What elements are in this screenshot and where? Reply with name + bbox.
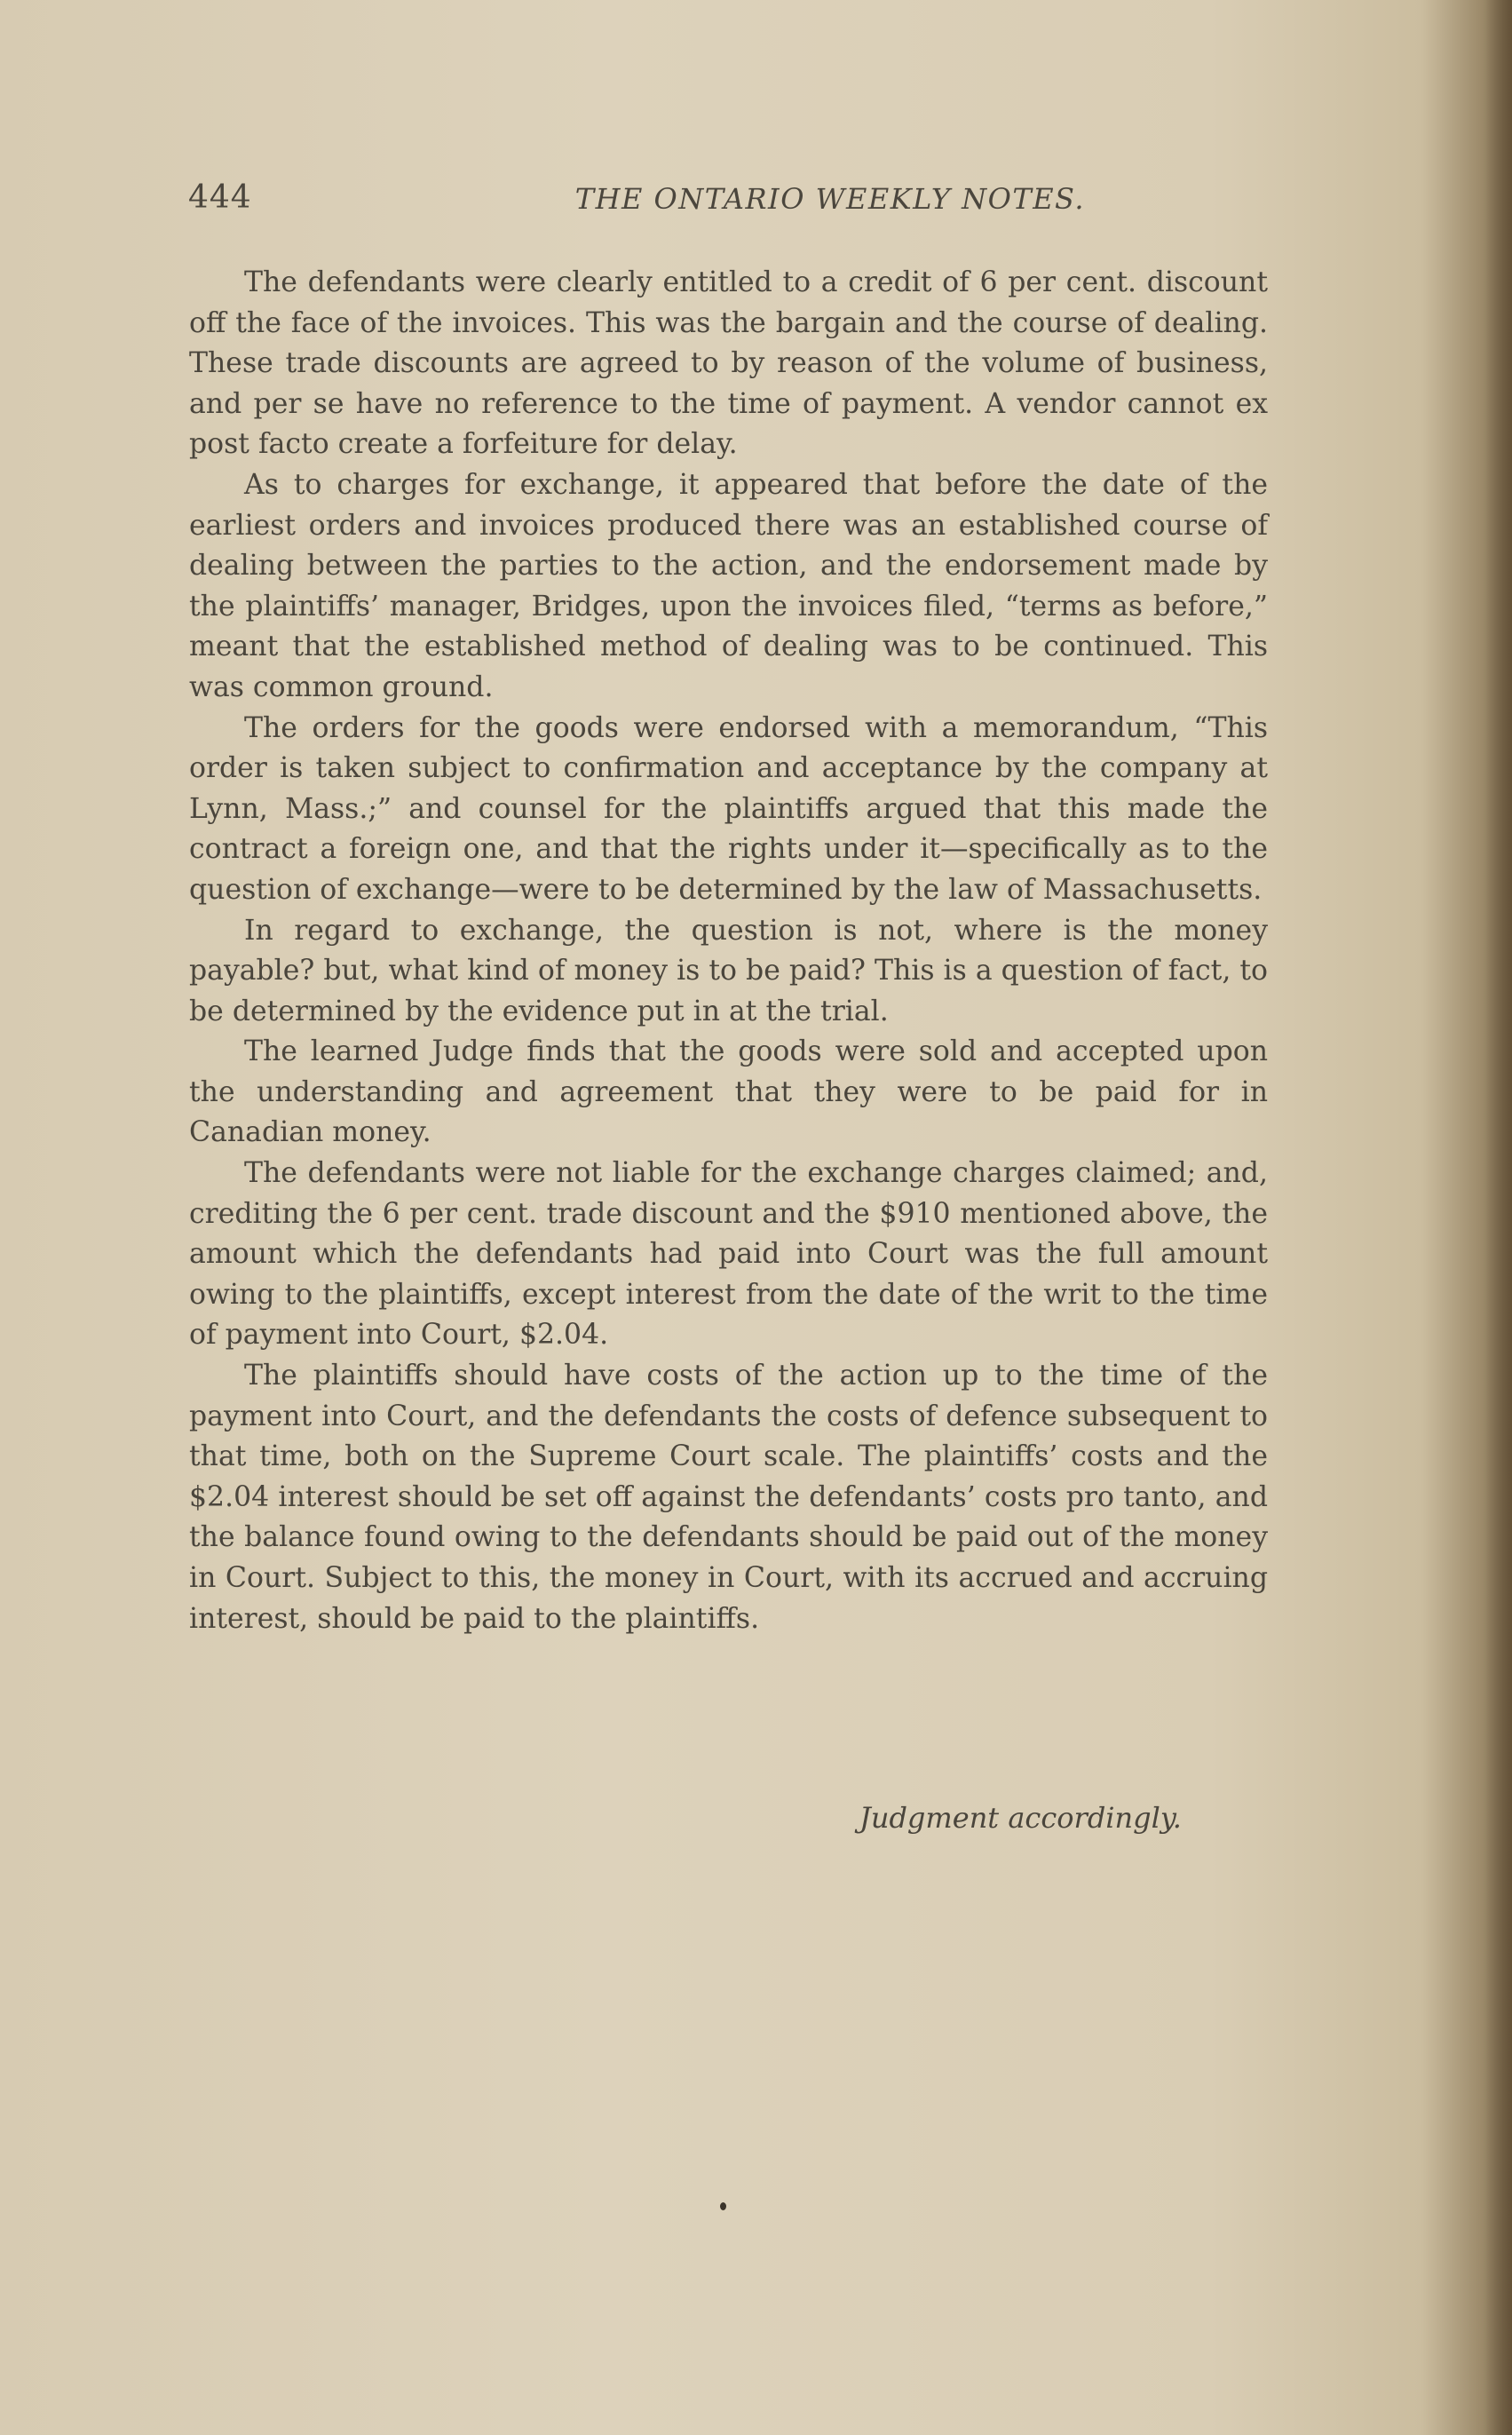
body-text xyxy=(189,263,1268,1639)
paragraph-exchange-charges: As to charges for exchange, it appeared that before the date of the earliest orders and invoices produced there was an established course of dealing between the parties to the action, and the endorsement made by the plaintiffs’ manager, Bridges, upon the invoices filed, “terms as before,” meant that the established method of dealing was to be continued. This was common ground. xyxy=(189,468,1268,703)
paragraph-orders-endorsed: The orders for the goods were endorsed with a memorandum, “This order is taken subject to confirmation and acceptance by the company at Lynn, Mass.;” and counsel for the plaintiffs argued that this made the contract a foreign one, and that the rights under it—specifically as to the question of exchange—were to be determined by the law of Massachusetts. xyxy=(189,711,1268,906)
paragraph-discount: The defendants were clearly entitled to a credit of 6 per cent. discount off the face of the invoices. This was the bargain and the course of dealing. These trade discounts are agreed to by reason of the volume of business, and per se have no reference to the time of payment. A vendor cannot ex post facto create a forfeiture for delay. xyxy=(189,266,1268,461)
paragraph-exchange-question: In regard to exchange, the question is not, where is the money payable? but, what kind of money is to be paid? This is a question of fact, to be determined by the evidence put in at the trial. xyxy=(189,914,1268,1027)
paragraph-costs: The plaintiffs should have costs of the action up to the time of the payment into Court, and the defendants the costs of defence subsequent to that time, both on the Supreme Court scale. The plaintiffs’ costs and the $2.04 interest should be set off against the defendants’ costs pro tanto, and the balance found owing to the defendants should be paid out of the money in Court. Subject to this, the money in Court, with its accrued and accruing interest, should be paid to the plaintiffs. xyxy=(189,1360,1268,1635)
judgment-line: Judgment accordingly. xyxy=(859,1801,1182,1835)
paragraph-liability: The defendants were not liable for the exchange charges claimed; and, crediting the 6 per cent. trade discount and the $910 mentioned above, the amount which the defendants had paid into Court was the full amount owing to the plaintiffs, except interest from the date of the writ to the time of payment into Court, $2.04. xyxy=(189,1157,1268,1352)
running-title: THE ONTARIO WEEKLY NOTES. xyxy=(574,182,1085,216)
page-edge-shadow xyxy=(1485,0,1512,2435)
paragraph-finding: The learned Judge finds that the goods were sold and accepted upon the understanding and agreement that they were to be paid for in Canadian money. xyxy=(189,1035,1268,1149)
page-header xyxy=(188,179,1271,224)
ink-speck xyxy=(720,2202,726,2210)
page-number: 444 xyxy=(188,179,252,216)
